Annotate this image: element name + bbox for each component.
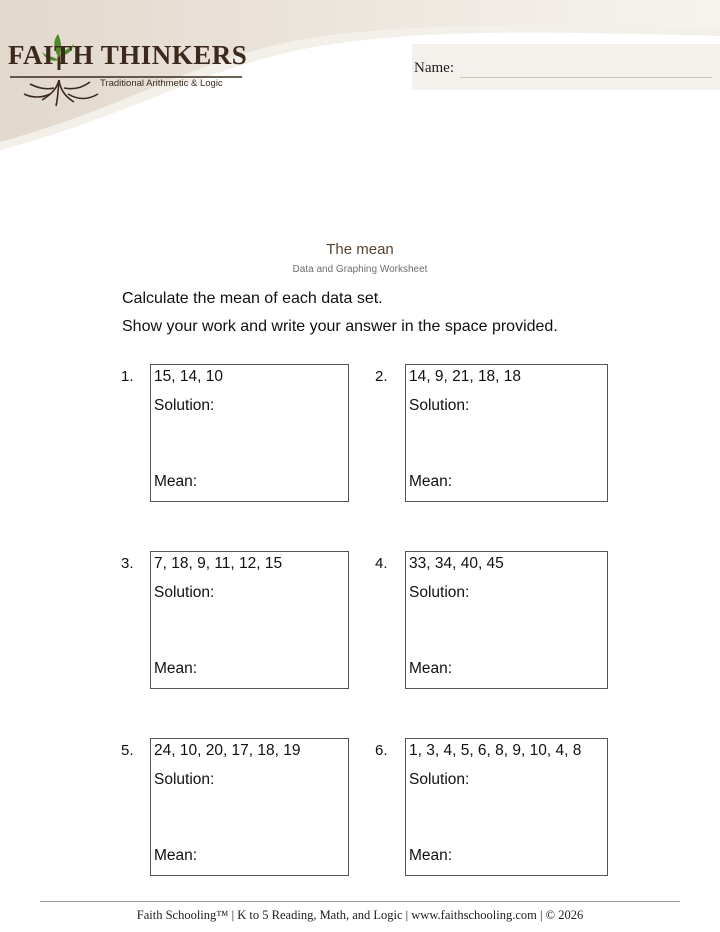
problem-number: 1.: [121, 368, 134, 385]
problem-answer-box[interactable]: [150, 364, 349, 502]
problem-number: 3.: [121, 555, 134, 572]
mean-label: Mean:: [154, 847, 198, 864]
mean-label: Mean:: [154, 660, 198, 677]
footer-divider: [40, 901, 680, 902]
problem-data-set: 7, 18, 9, 11, 12, 15: [154, 555, 283, 572]
problem-answer-box[interactable]: [150, 738, 349, 876]
problem-answer-box[interactable]: [150, 551, 349, 689]
solution-label: Solution:: [154, 771, 215, 788]
problem-number: 5.: [121, 742, 134, 759]
mean-label: Mean:: [154, 473, 198, 490]
mean-label: Mean:: [409, 847, 453, 864]
instruction-line-1: Calculate the mean of each data set.: [122, 290, 383, 307]
name-label: Name:: [414, 60, 454, 76]
mean-label: Mean:: [409, 473, 453, 490]
instruction-line-2: Show your work and write your answer in the space provided.: [122, 318, 558, 335]
problem-number: 2.: [375, 368, 388, 385]
problem-data-set: 15, 14, 10: [154, 368, 223, 385]
worksheet-title: The mean: [326, 241, 394, 258]
problem-number: 6.: [375, 742, 388, 759]
solution-label: Solution:: [409, 584, 470, 601]
brand-tagline: Traditional Arithmetic & Logic: [100, 78, 223, 89]
name-field-line[interactable]: [460, 77, 712, 78]
brand-name: FAITH THINKERS: [8, 40, 248, 70]
problem-data-set: 14, 9, 21, 18, 18: [409, 368, 522, 385]
problem-answer-box[interactable]: [405, 738, 608, 876]
solution-label: Solution:: [154, 584, 215, 601]
problem-data-set: 33, 34, 40, 45: [409, 555, 504, 572]
solution-label: Solution:: [409, 771, 470, 788]
solution-label: Solution:: [154, 397, 215, 414]
problem-number: 4.: [375, 555, 388, 572]
problem-data-set: 1, 3, 4, 5, 6, 8, 9, 10, 4, 8: [409, 742, 582, 759]
solution-label: Solution:: [409, 397, 470, 414]
mean-label: Mean:: [409, 660, 453, 677]
footer-text: Faith Schooling™ | K to 5 Reading, Math, and Logic | www.faithschooling.com | © 2026: [136, 908, 584, 922]
problem-data-set: 24, 10, 20, 17, 18, 19: [154, 742, 301, 759]
worksheet-subtitle: Data and Graphing Worksheet: [292, 264, 428, 275]
problem-answer-box[interactable]: [405, 364, 608, 502]
problem-answer-box[interactable]: [405, 551, 608, 689]
